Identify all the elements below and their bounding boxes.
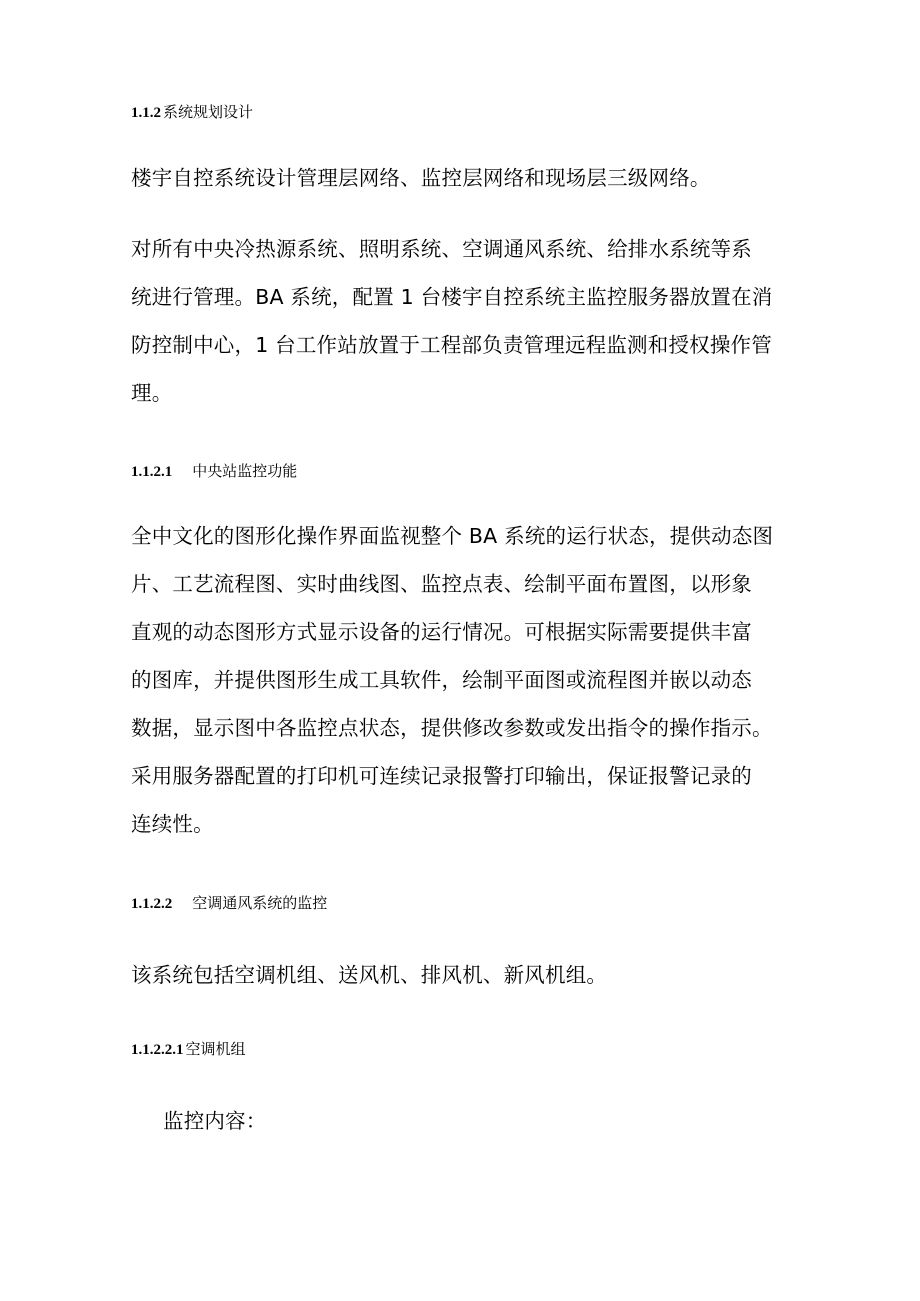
paragraph-line: 采用服务器配置的打印机可连续记录报警打印输出，保证报警记录的 (131, 764, 752, 788)
paragraph-line: 直观的动态图形方式显示设备的运行情况。可根据实际需要提供丰富 (131, 620, 752, 644)
section-title: 空调通风系统的监控 (192, 894, 328, 912)
paragraph-line: 的图库，并提供图形生成工具软件，绘制平面图或流程图并嵌以动态 (131, 668, 752, 692)
section-title: 中央站监控功能 (192, 462, 298, 480)
paragraph-line: 监控内容： (163, 1109, 267, 1133)
paragraph-line: 该系统包括空调机组、送风机、排风机、新风机组。 (131, 963, 608, 987)
paragraph (131, 225, 811, 417)
paragraph (163, 1097, 843, 1145)
paragraph (131, 154, 811, 202)
paragraph (131, 951, 811, 999)
paragraph-line: 全中文化的图形化操作界面监视整个 BA 系统的运行状态，提供动态图 (131, 524, 774, 548)
section-number: 1.1.2 (131, 105, 161, 121)
section-heading (131, 460, 297, 483)
paragraph-line: 防控制中心，1 台工作站放置于工程部负责管理远程监测和授权操作管 (131, 333, 772, 357)
paragraph (131, 512, 811, 848)
section-number: 1.1.2.2 (131, 896, 173, 912)
paragraph-line: 楼宇自控系统设计管理层网络、监控层网络和现场层三级网络。 (131, 166, 711, 190)
section-title: 空调机组 (185, 1040, 246, 1058)
section-title: 系统规划设计 (163, 103, 254, 121)
section-heading (131, 1038, 246, 1061)
section-number: 1.1.2.2.1 (131, 1042, 184, 1058)
section-heading (131, 101, 253, 124)
paragraph-line: 对所有中央冷热源系统、照明系统、空调通风系统、给排水系统等系 (131, 237, 752, 261)
paragraph-line: 理。 (131, 381, 173, 405)
paragraph-line: 连续性。 (131, 812, 214, 836)
paragraph-line: 统进行管理。BA 系统，配置 1 台楼宇自控系统主监控服务器放置在消 (131, 285, 773, 309)
section-heading (131, 892, 327, 915)
section-number: 1.1.2.1 (131, 464, 173, 480)
paragraph-line: 片、工艺流程图、实时曲线图、监控点表、绘制平面布置图，以形象 (131, 572, 752, 596)
paragraph-line: 数据，显示图中各监控点状态，提供修改参数或发出指令的操作指示。 (131, 716, 773, 740)
